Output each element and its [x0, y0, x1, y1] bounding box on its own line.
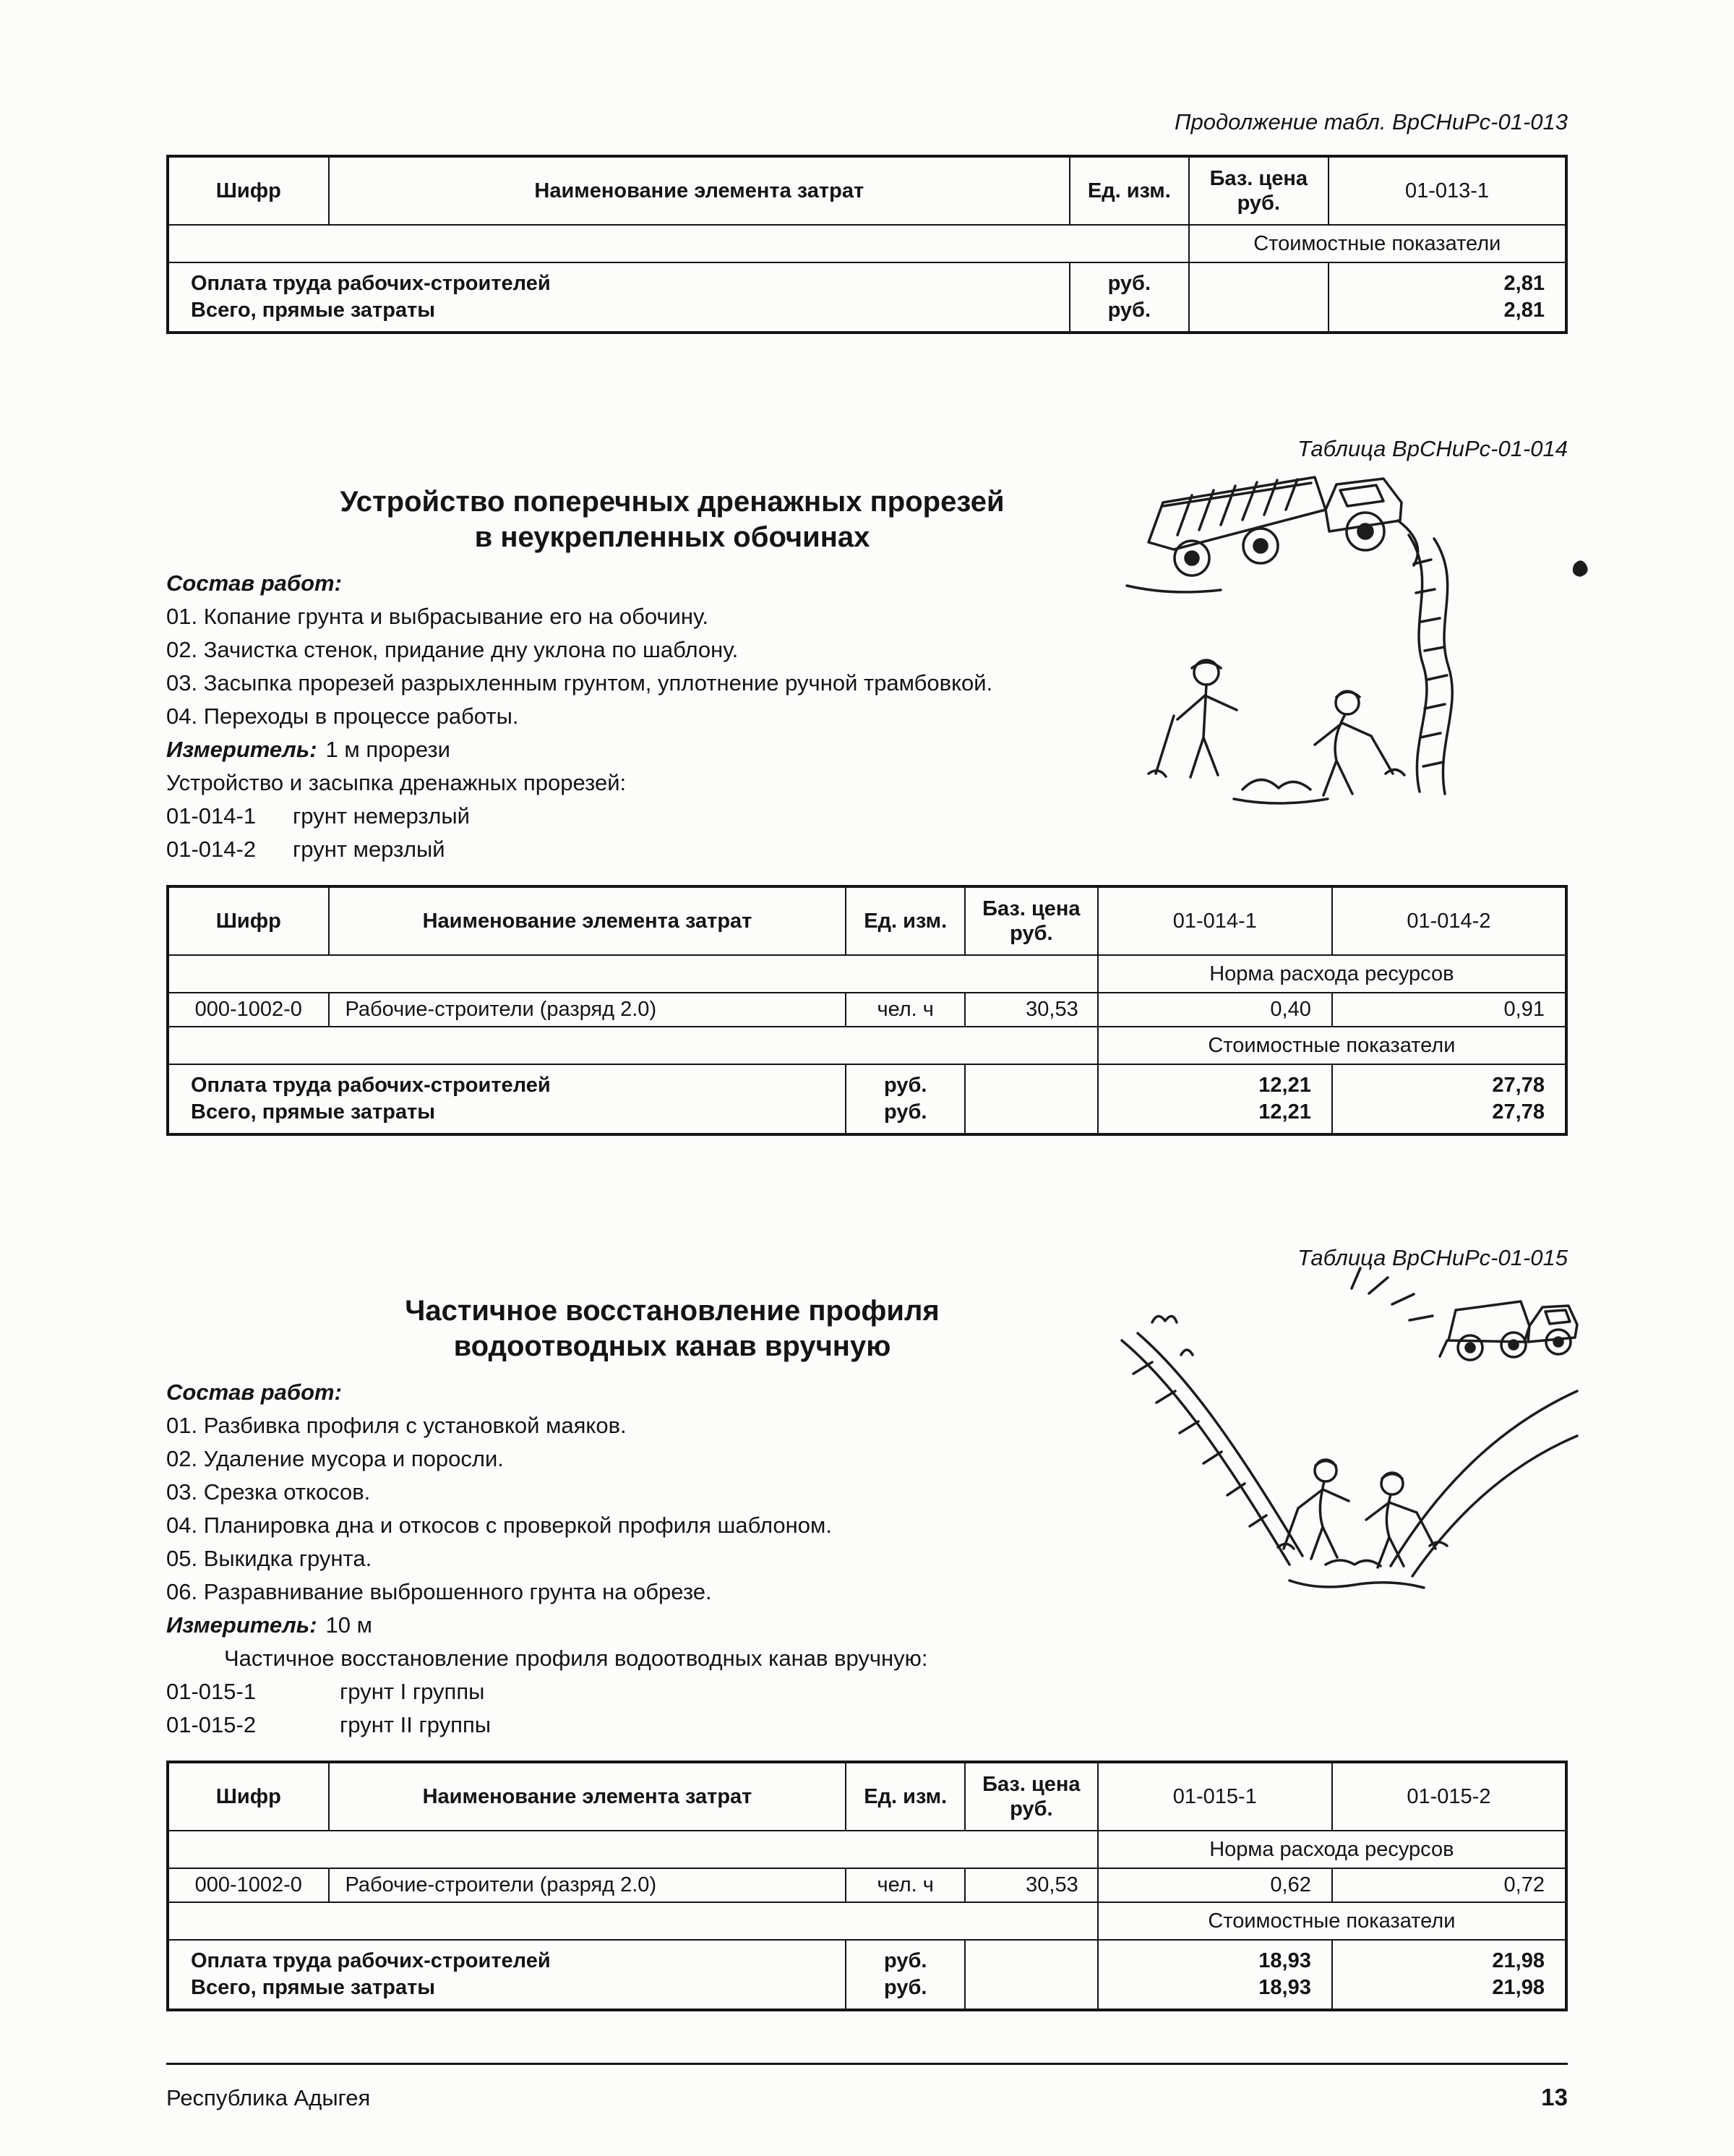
- section-015-text: [166, 1293, 1164, 1742]
- variant-desc: грунт I группы: [340, 1679, 485, 1704]
- work-item: 02. Зачистка стенок, придание дну уклона по шаблону.: [166, 637, 739, 662]
- cell-resource-unit: чел. ч: [846, 993, 964, 1027]
- header-norm-code-015-1: 01-015-1: [1098, 1762, 1332, 1831]
- row-total-direct-costs: [168, 1975, 1566, 2010]
- header-base-price: [1189, 156, 1329, 225]
- header-base-price-line1: Баз. цена: [982, 897, 1081, 920]
- cell-row-value-2: 27,78: [1332, 1064, 1566, 1099]
- header-base-price-line1: Баз. цена: [982, 1773, 1081, 1796]
- header-base-price: [965, 1762, 1098, 1831]
- header-code: Шифр: [168, 1762, 329, 1831]
- cell-base-price: [965, 1099, 1098, 1134]
- page-footer: [166, 2063, 1568, 2111]
- cost-indicators-subheader-row: [168, 1027, 1566, 1064]
- work-item: 03. Засыпка прорезей разрыхленным грунтом, уплотнение ручной трамбовкой.: [166, 670, 993, 696]
- cell-resource-unit: чел. ч: [846, 1868, 964, 1902]
- cell-row-unit: руб.: [846, 1099, 964, 1134]
- cost-indicators-label: Стоимостные показатели: [1189, 225, 1566, 262]
- meter-value: 1 м прорези: [325, 737, 450, 762]
- cost-indicators-subheader-row: [168, 1902, 1566, 1940]
- variant-desc: грунт мерзлый: [293, 837, 445, 862]
- cell-base-price: [965, 1940, 1098, 1975]
- meter-label: Измеритель:: [166, 1612, 317, 1638]
- header-name: Наименование элемента затрат: [329, 1762, 846, 1831]
- header-norm-code-014-2: 01-014-2: [1332, 886, 1566, 955]
- cost-indicators-label: Стоимостные показатели: [1098, 1027, 1566, 1064]
- cell-resource-code: 000-1002-0: [168, 1868, 329, 1902]
- caption-013-continuation: Продолжение табл. ВрСНиРс-01-013: [1175, 109, 1568, 134]
- header-base-price-line2: руб.: [1237, 192, 1281, 215]
- meter-label: Измеритель:: [166, 737, 317, 762]
- variant-item: [166, 1708, 1164, 1742]
- header-norm-code-015-2: 01-015-2: [1332, 1762, 1566, 1831]
- row-total-direct-costs: [168, 1099, 1566, 1134]
- work-item: 02. Удаление мусора и поросли.: [166, 1446, 504, 1471]
- work-item: 01. Копание грунта и выбрасывание его на обочину.: [166, 604, 709, 629]
- illustration-truck-and-trench-diggers: [1098, 434, 1611, 850]
- cell-row-value-1: 18,93: [1098, 1975, 1332, 2010]
- header-norm-code-014-1: 01-014-1: [1098, 886, 1332, 955]
- cell-row-value: 2,81: [1329, 297, 1566, 333]
- meter-line: [166, 733, 1164, 766]
- work-item: 01. Разбивка профиля с установкой маяков.: [166, 1413, 627, 1438]
- cell-row-name: Оплата труда рабочих-строителей: [168, 1940, 846, 1975]
- cell-row-name: Оплата труда рабочих-строителей: [168, 1064, 846, 1099]
- table-015: [166, 1761, 1568, 2011]
- header-base-price-line2: руб.: [1010, 1797, 1053, 1821]
- cell-resource-base-price: 30,53: [965, 1868, 1098, 1902]
- title-line: Частичное восстановление профиля: [405, 1295, 940, 1327]
- row-labor-pay: [168, 262, 1566, 297]
- work-item: 06. Разравнивание выброшенного грунта на обрезе.: [166, 1579, 712, 1604]
- meter-value: 10 м: [325, 1612, 372, 1638]
- header-code: Шифр: [168, 886, 329, 955]
- works-label: Состав работ:: [166, 1379, 342, 1405]
- section-015: [166, 1293, 1568, 1742]
- cell-row-name: Всего, прямые затраты: [168, 1099, 846, 1134]
- work-item: 05. Выкидка грунта.: [166, 1546, 372, 1571]
- page-number: 13: [1541, 2084, 1568, 2110]
- caption-table-015: Таблица ВрСНиРс-01-015: [1297, 1245, 1568, 1270]
- cost-indicators-subheader-row: [168, 225, 1566, 262]
- blank-cell: [168, 955, 1098, 993]
- header-unit: Ед. изм.: [1070, 156, 1188, 225]
- header-name: Наименование элемента затрат: [329, 886, 846, 955]
- blank-cell: [168, 1902, 1098, 1940]
- works-label: Состав работ:: [166, 570, 342, 596]
- variant-item: [166, 800, 1164, 833]
- cell-resource-name: Рабочие-строители (разряд 2.0): [329, 1868, 846, 1902]
- variant-code: 01-014-2: [166, 837, 257, 862]
- cell-row-value-2: 21,98: [1332, 1975, 1566, 2010]
- variant-desc: грунт немерзлый: [293, 803, 470, 829]
- blank-cell: [168, 1831, 1098, 1868]
- variant-item: [166, 1675, 1164, 1708]
- cell-row-value: 2,81: [1329, 262, 1566, 297]
- resource-norms-label: Норма расхода ресурсов: [1098, 955, 1566, 993]
- illustration-ditch-workers-and-truck: [1109, 1254, 1589, 1633]
- row-labor-pay: [168, 1940, 1566, 1975]
- header-name: Наименование элемента затрат: [329, 156, 1070, 225]
- section-014-title: [210, 484, 1135, 555]
- cell-base-price: [965, 1064, 1098, 1099]
- title-line: водоотводных канав вручную: [453, 1330, 891, 1362]
- blank-cell: [168, 225, 1189, 262]
- work-item: 04. Переходы в процессе работы.: [166, 703, 519, 729]
- cell-row-value-2: 21,98: [1332, 1940, 1566, 1975]
- variant-code: 01-014-1: [166, 803, 257, 829]
- variant-code: 01-015-1: [166, 1679, 257, 1704]
- cell-row-value-1: 12,21: [1098, 1064, 1332, 1099]
- row-workers-resource: [168, 1868, 1566, 1902]
- table-013: [166, 155, 1568, 334]
- variants-intro: Частичное восстановление профиля водоотводных канав вручную:: [224, 1646, 928, 1671]
- resource-norms-label: Норма расхода ресурсов: [1098, 1831, 1566, 1868]
- variant-desc: грунт II группы: [340, 1712, 492, 1737]
- cell-resource-norm-2: 0,91: [1332, 993, 1566, 1027]
- cell-row-name: Оплата труда рабочих-строителей: [168, 262, 1070, 297]
- table-013-header-row: [168, 156, 1566, 225]
- table-014-header-row: [168, 886, 1566, 955]
- cost-indicators-label: Стоимостные показатели: [1098, 1902, 1566, 1940]
- title-line: Устройство поперечных дренажных прорезей: [340, 486, 1005, 518]
- title-line: в неукрепленных обочинах: [474, 521, 870, 553]
- header-unit: Ед. изм.: [846, 1762, 964, 1831]
- caption-table-014: Таблица ВрСНиРс-01-014: [1297, 436, 1568, 461]
- cell-row-value-1: 18,93: [1098, 1940, 1332, 1975]
- header-base-price-line2: руб.: [1010, 922, 1053, 945]
- meter-line: [166, 1609, 1164, 1642]
- row-labor-pay: [168, 1064, 1566, 1099]
- variant-code: 01-015-2: [166, 1712, 257, 1737]
- header-code: Шифр: [168, 156, 329, 225]
- work-item: 04. Планировка дна и откосов с проверкой профиля шаблоном.: [166, 1513, 832, 1538]
- header-unit: Ед. изм.: [846, 886, 964, 955]
- resource-norms-subheader-row: [168, 1831, 1566, 1868]
- cell-resource-norm-2: 0,72: [1332, 1868, 1566, 1902]
- resource-norms-subheader-row: [168, 955, 1566, 993]
- cell-base-price: [965, 1975, 1098, 2010]
- cell-row-unit: руб.: [846, 1940, 964, 1975]
- cell-row-unit: руб.: [846, 1064, 964, 1099]
- cell-row-value-2: 27,78: [1332, 1099, 1566, 1134]
- table-015-header-row: [168, 1762, 1566, 1831]
- variant-item: [166, 833, 1164, 866]
- cell-resource-base-price: 30,53: [965, 993, 1098, 1027]
- cell-resource-norm-1: 0,40: [1098, 993, 1332, 1027]
- row-workers-resource: [168, 993, 1566, 1027]
- header-base-price: [965, 886, 1098, 955]
- variants-intro: Устройство и засыпка дренажных прорезей:: [166, 770, 627, 795]
- cell-row-name: Всего, прямые затраты: [168, 297, 1070, 333]
- section-014-text: [166, 484, 1164, 866]
- section-015-title: [210, 1293, 1135, 1364]
- section-014: [166, 484, 1568, 866]
- cell-resource-code: 000-1002-0: [168, 993, 329, 1027]
- cell-row-unit: руб.: [846, 1975, 964, 2010]
- cell-row-unit: руб.: [1070, 297, 1188, 333]
- row-total-direct-costs: [168, 297, 1566, 333]
- cell-row-name: Всего, прямые затраты: [168, 1975, 846, 2010]
- cell-base-price: [1189, 262, 1329, 297]
- blank-cell: [168, 1027, 1098, 1064]
- cell-resource-name: Рабочие-строители (разряд 2.0): [329, 993, 846, 1027]
- work-item: 03. Срезка откосов.: [166, 1479, 371, 1505]
- table-014: [166, 885, 1568, 1136]
- footer-region-label: Республика Адыгея: [166, 2085, 371, 2110]
- cell-row-value-1: 12,21: [1098, 1099, 1332, 1134]
- cell-resource-norm-1: 0,62: [1098, 1868, 1332, 1902]
- cell-base-price: [1189, 297, 1329, 333]
- header-norm-code-013-1: 01-013-1: [1329, 156, 1566, 225]
- cell-row-unit: руб.: [1070, 262, 1188, 297]
- header-base-price-line1: Баз. цена: [1209, 167, 1308, 190]
